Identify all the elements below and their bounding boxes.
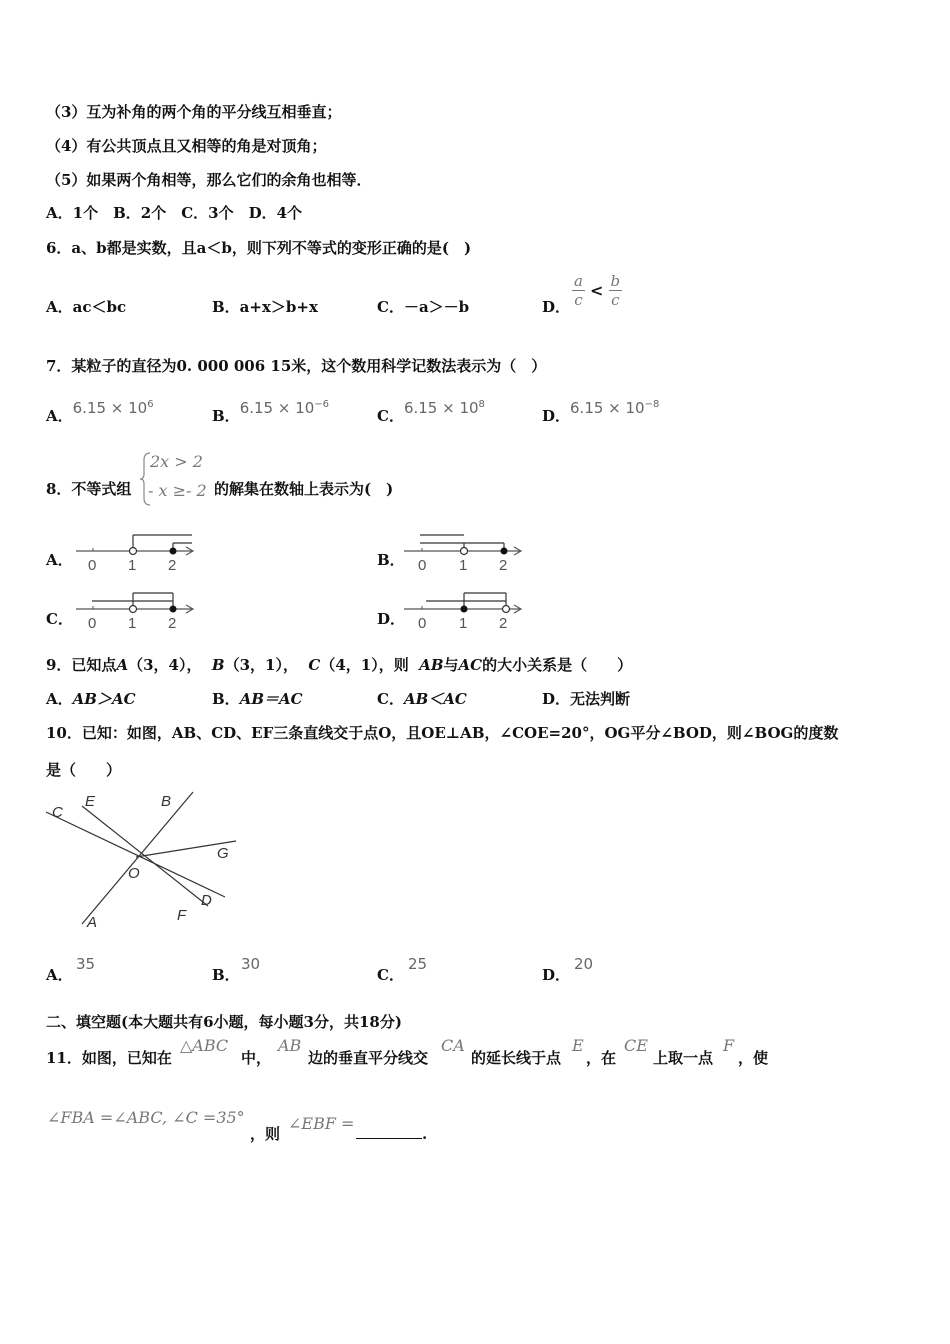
q7-c-label: C． xyxy=(377,407,404,425)
q9-a-label: A． xyxy=(46,690,73,708)
q6-option-a: A．ac＜bc xyxy=(46,298,127,316)
q7-d-label: D． xyxy=(542,407,571,425)
label-g: G xyxy=(217,845,229,862)
q11-line1 xyxy=(46,1036,926,1080)
line-cd xyxy=(46,812,225,897)
q8-option-d-label: D． xyxy=(377,610,406,628)
q9-and: 与 xyxy=(443,656,459,674)
q9-d-value: 无法判断 xyxy=(570,690,631,708)
tick-label-0: 0 xyxy=(88,615,97,632)
point-a: A xyxy=(116,656,129,674)
denominator-c: c xyxy=(574,291,583,309)
q11-side-ca: CA xyxy=(441,1036,465,1055)
q7-c-value xyxy=(404,399,485,417)
q8-number-line-d xyxy=(400,588,530,634)
q11-condition: ∠FBA =∠ABC, ∠C =35° xyxy=(47,1108,245,1127)
q8-option-a-label: A． xyxy=(46,551,73,569)
q7-c-base: 6.15 × 10 xyxy=(403,399,479,417)
q9-b-value: AB＝AC xyxy=(239,690,303,708)
q9-option-b xyxy=(212,689,303,709)
q8-inequality-1: 2x > 2 xyxy=(150,452,203,471)
q8-number-line-a xyxy=(72,530,202,576)
q6-option-d-label: D． xyxy=(542,298,571,316)
label-e: E xyxy=(85,793,96,810)
q8-number-line-c xyxy=(72,588,202,634)
q6-option-d-formula xyxy=(572,272,622,309)
q7-option-c xyxy=(377,399,485,426)
q8-option-b-label: B． xyxy=(377,551,405,569)
q10-option-b-value: 30 xyxy=(241,955,261,973)
less-than-sign: < xyxy=(590,281,604,300)
numerator-b: b xyxy=(610,272,621,290)
denominator-c2: c xyxy=(611,291,620,309)
q10-option-d-value: 20 xyxy=(574,955,594,973)
statement-3: （3）互为补角的两个角的平分线互相垂直； xyxy=(46,103,342,121)
q7-b-label: B． xyxy=(212,407,240,425)
section-title-fill-in: 二、填空题(本大题共有6小题，每小题3分，共18分) xyxy=(46,1013,402,1031)
numerator-a: a xyxy=(574,272,583,290)
q7-stem: 7．某粒子的直径为0. 000 006 15米，这个数用科学记数法表示为（ ） xyxy=(46,357,547,375)
q11-text-7: ，使 xyxy=(738,1049,769,1067)
label-a: A xyxy=(87,914,98,931)
q10-option-a-value: 35 xyxy=(76,955,96,973)
tick-label-0: 0 xyxy=(418,557,427,574)
q6-option-c: C．－a＞－b xyxy=(377,298,470,316)
label-c: C xyxy=(52,804,63,821)
q6-option-b: B．a+x＞b+x xyxy=(212,298,318,316)
q11-text-5: ，在 xyxy=(586,1049,617,1067)
q5-options: A．1个 B．2个 C．3个 D．4个 xyxy=(46,204,303,222)
q11-period: . xyxy=(422,1125,428,1143)
q9-d-label: D． xyxy=(542,690,571,708)
q7-option-a xyxy=(46,399,154,426)
q8-option-c-label: C． xyxy=(46,610,73,628)
q11-side-ab: AB xyxy=(278,1036,302,1055)
tick-label-2: 2 xyxy=(168,557,177,574)
tick-label-1: 1 xyxy=(459,615,468,632)
q9-stem-end: 的大小关系是（ ） xyxy=(482,656,633,674)
q9-option-c xyxy=(377,689,467,709)
point-b-coords: （3，1）， xyxy=(224,656,298,674)
q7-option-d xyxy=(542,399,660,426)
q8-number-line-b xyxy=(400,530,530,576)
fraction-a-over-c xyxy=(572,272,585,309)
q10-option-c-value: 25 xyxy=(408,955,428,973)
q10-stem-line1: 10．已知：如图，AB、CD、EF三条直线交于点O，且OE⊥AB，∠COE=20°，OG平分∠BOD，则∠BOG的度数 xyxy=(46,724,839,742)
q11-ask: ∠EBF = xyxy=(288,1114,355,1133)
q7-d-exp: −8 xyxy=(644,399,660,410)
q7-a-exp: 6 xyxy=(147,399,154,410)
q8-prefix: 8．不等式组 xyxy=(46,480,132,498)
label-f: F xyxy=(177,907,187,924)
q9-a-value: AB＞AC xyxy=(72,690,136,708)
q7-b-exp: −6 xyxy=(314,399,330,410)
q6-stem: 6．a、b都是实数，且a＜b，则下列不等式的变形正确的是( ) xyxy=(46,239,472,257)
q11-text-1: 11．如图，已知在 xyxy=(46,1049,172,1067)
q11-point-e: E xyxy=(572,1036,584,1055)
answer-blank-line[interactable] xyxy=(356,1124,422,1139)
q10-option-b-label: B． xyxy=(212,966,240,984)
q7-option-b xyxy=(212,399,330,426)
q7-b-value xyxy=(240,399,329,417)
q10-option-a-label: A． xyxy=(46,966,73,984)
point-c: C xyxy=(308,656,321,674)
q10-figure xyxy=(44,788,244,933)
q11-point-f: F xyxy=(723,1036,735,1055)
q7-c-exp: 8 xyxy=(478,399,485,410)
q9-b-label: B． xyxy=(212,690,240,708)
q7-d-base: 6.15 × 10 xyxy=(570,399,645,417)
point-c-coords: （4，1），则 xyxy=(320,656,409,674)
statement-5: （5）如果两个角相等，那么它们的余角也相等． xyxy=(46,171,372,189)
label-o: O xyxy=(128,865,140,882)
q11-segment-ce: CE xyxy=(624,1036,648,1055)
q11-text-4: 的延长线于点 xyxy=(471,1049,562,1067)
tick-label-2: 2 xyxy=(499,557,508,574)
q7-d-value xyxy=(570,399,659,417)
label-d: D xyxy=(201,892,212,909)
q8-suffix: 的解集在数轴上表示为( ) xyxy=(214,480,394,498)
q11-then: ，则 xyxy=(250,1125,281,1143)
q9-option-d xyxy=(542,689,630,709)
q11-text-6: 上取一点 xyxy=(653,1049,714,1067)
q9-stem xyxy=(46,655,632,675)
q11-text-3: 边的垂直平分线交 xyxy=(308,1049,429,1067)
tick-label-2: 2 xyxy=(168,615,177,632)
line-ab xyxy=(82,792,193,924)
tick-label-0: 0 xyxy=(88,557,97,574)
q11-answer-blank[interactable] xyxy=(356,1124,427,1144)
statement-4: （4）有公共顶点且又相等的角是对顶角； xyxy=(46,137,327,155)
tick-label-1: 1 xyxy=(128,557,137,574)
q11-text-2: 中， xyxy=(241,1049,272,1067)
q10-stem-line2: 是（ ） xyxy=(46,761,122,779)
q10-option-c-label: C． xyxy=(377,966,404,984)
q7-b-base: 6.15 × 10 xyxy=(239,399,315,417)
fraction-b-over-c xyxy=(609,272,623,309)
q9-option-a xyxy=(46,689,136,709)
tick-label-1: 1 xyxy=(128,615,137,632)
q10-option-d-label: D． xyxy=(542,966,571,984)
segment-ab: AB xyxy=(419,656,444,674)
tick-label-0: 0 xyxy=(418,615,427,632)
q7-a-label: A． xyxy=(46,407,73,425)
q9-c-value: AB＜AC xyxy=(403,690,467,708)
q7-a-base: 6.15 × 10 xyxy=(72,399,148,417)
tick-label-1: 1 xyxy=(459,557,468,574)
q7-a-value xyxy=(73,399,154,417)
q8-inequality-2: - x ≥- 2 xyxy=(148,481,207,500)
q11-triangle-abc: △ABC xyxy=(180,1036,229,1055)
label-b: B xyxy=(161,793,172,810)
point-a-coords: （3，4）， xyxy=(128,656,202,674)
segment-ac: AC xyxy=(458,656,483,674)
q9-stem-text: 9．已知点 xyxy=(46,656,117,674)
tick-label-2: 2 xyxy=(499,615,508,632)
q9-c-label: C． xyxy=(377,690,404,708)
point-b: B xyxy=(211,656,225,674)
